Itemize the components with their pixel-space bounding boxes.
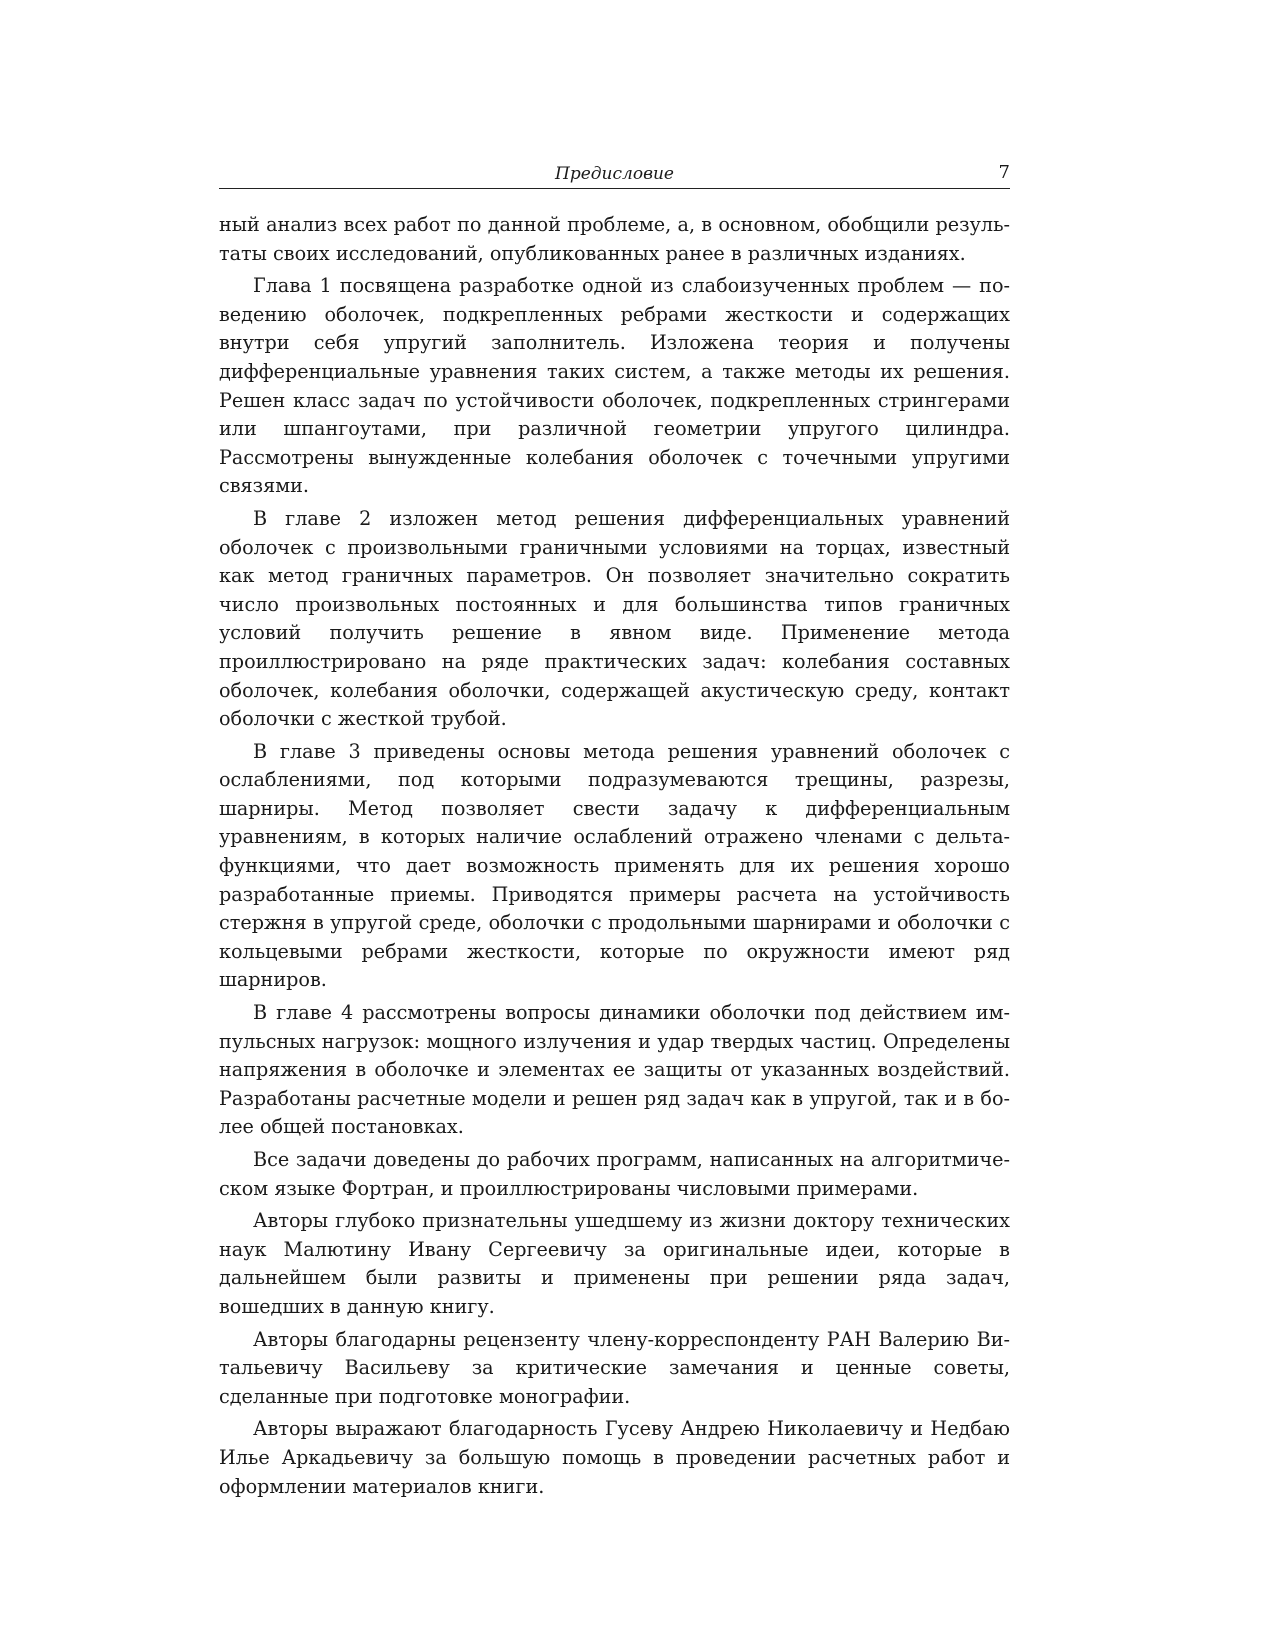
body-text [219,211,1010,1501]
running-title: Предисловие [555,164,674,184]
paragraph-programs: Все задачи доведены до рабочих программ, написанных на алгоритмическом языке Фортран, и проиллюстрированы числовыми примерами. [219,1148,1010,1200]
running-header [219,160,1010,189]
paragraph-chapter-1: Глава 1 посвящена разработке одной из слабоизученных проблем — поведению оболочек, подкрепленных ребрами жесткости и содержащих внутри себя упругий заполнитель. Изложена теория и получены дифференциальные уравнения таких систем, а также методы их решения. Решен класс задач по устойчивости оболочек, подкрепленных стрингерами или шпангоутами, при различной геометрии упругого цилиндра. Рассмотрены вынужденные колебания оболочек с точечными упругими связями. [219,274,1010,498]
paragraph-acknowledgment-reviewer: Авторы благодарны рецензенту члену-корреспонденту РАН Валерию Витальевичу Васильеву за критические замечания и ценные советы, сделанные при подготовке монографии. [219,1327,1010,1408]
page-number: 7 [998,162,1010,183]
paragraph-acknowledgment-malyutin: Авторы глубоко признательны ушедшему из жизни доктору технических наук Малютину Ивану Сергеевичу за оригинальные идеи, которые в дальнейшем были развиты и применены при решении ряда задач, вошедших в данную книгу. [219,1209,1010,1318]
paragraph-chapter-2: В главе 2 изложен метод решения дифференциальных уравнений оболочек с произвольными граничными условиями на торцах, известный как метод граничных параметров. Он позволяет значительно сократить число произвольных постоянных и для большинства типов граничных условий получить решение в явном виде. Применение метода проиллюстрировано на ряде практических задач: колебания составных оболочек, колебания оболочки, содержащей акустическую среду, контакт оболочки с жесткой трубой. [219,506,1010,731]
book-page [219,160,1010,1505]
paragraph-acknowledgment-assistants: Авторы выражают благодарность Гусеву Андрею Николаевичу и Недбаю Илье Аркадьевичу за большую помощь в проведении расчетных работ и оформлении материалов книги. [219,1417,1010,1498]
paragraph-chapter-4: В главе 4 рассмотрены вопросы динамики оболочки под действием импульсных нагрузок: мощного излучения и удар твердых частиц. Определены напряжения в оболочке и элементах ее защиты от указанных воздействий. Разработаны расчетные модели и решен ряд задач как в упругой, так и в более общей постановках. [219,1001,1010,1139]
paragraph-chapter-3: В главе 3 приведены основы метода решения уравнений оболочек с ослаблениями, под которыми подразумеваются трещины, разрезы, шарниры. Метод позволяет свести задачу к дифференциальным уравнениям, в которых наличие ослаблений отражено членами с дельта-функциями, что дает возможность применять для их решения хорошо разработанные приемы. Приводятся примеры расчета на устойчивость стержня в упругой среде, оболочки с продольными шарнирами и оболочки с кольцевыми ребрами жесткости, которые по окружности имеют ряд шарниров. [219,739,1010,992]
paragraph-continued: ный анализ всех работ по данной проблеме, а, в основном, обобщили результаты своих исследований, опубликованных ранее в различных изданиях. [219,213,1010,265]
